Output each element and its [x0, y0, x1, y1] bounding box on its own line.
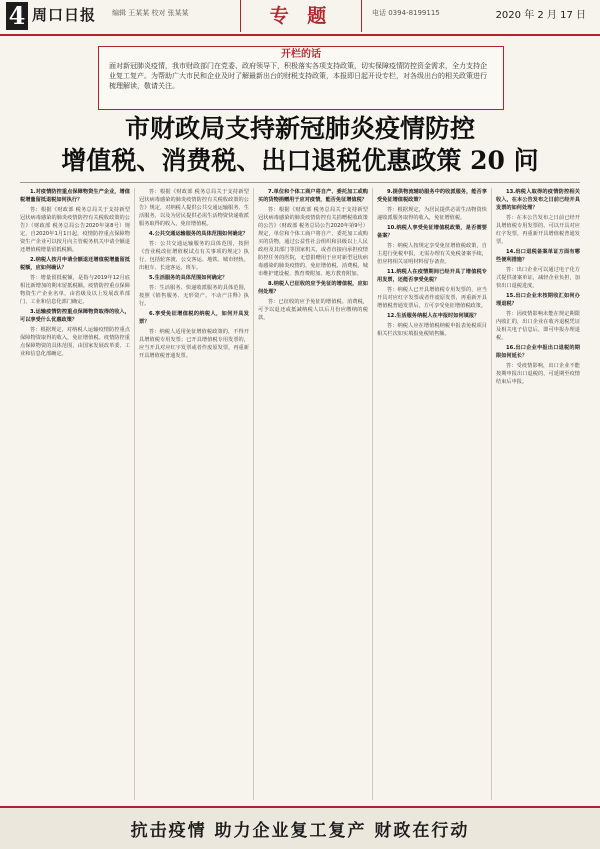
- question-paragraph: 11.纳税人在疫情期间已经开具了增值税专用发票，还能否享受免税？: [377, 269, 487, 283]
- headline-rule: [20, 182, 580, 183]
- answer-paragraph: 答：已征收的应予免征的增值税、消费税，可予以退还或抵减纳税人以后月份应缴纳的税款。: [258, 299, 368, 321]
- question-paragraph: 14.出口退税备案单证方面有哪些便利措施？: [496, 249, 580, 263]
- question-paragraph: 1.对疫情防控重点保障物资生产企业，增值税增量留抵退税如何执行？: [20, 189, 130, 203]
- answer-paragraph: 答：纳税人应在增值税纳税申报表免税项目相关栏次如实填报免税销售额。: [377, 323, 487, 337]
- masthead: [0, 0, 600, 36]
- answer-paragraph: 答：出口企业可以通过电子化方式提供备案单证，减轻企业负担，加快出口退税进度。: [496, 267, 580, 289]
- headline-line-2: 增值税、消费税、出口退税优惠政策 20 问: [61, 146, 539, 175]
- column-divider: [491, 188, 492, 800]
- question-paragraph: 5.生活服务的具体范围如何确定？: [149, 275, 228, 281]
- answer-paragraph: 答：根据《财政部 税务总局关于支持新型冠状病毒感染的肺炎疫情防控有关税收政策的公告》（财政部 税务总局公告2020年第8号）规定，自2020年1月1日起，疫情防控重点保障物资生产企业可以按月向主管税务机关申请全额退还增值税增量留抵税额。: [20, 207, 130, 253]
- answer-paragraph: 答：根据规定，对纳税人运输疫情防控重点保障物资取得的收入，免征增值税。疫情防控重点保障物资的具体范围，由国家发展改革委、工业和信息化部确定。: [20, 327, 130, 357]
- issue-date: 2020 年 2 月 17 日: [495, 10, 586, 21]
- question-paragraph: 2.纳税人按月申请全额退还增值税增量留抵税额，应如何确认？: [20, 257, 130, 271]
- question-paragraph: 9.提供物流辅助服务中的收派服务，能否享受免征增值税政策？: [377, 189, 487, 203]
- question-paragraph: 12.生活服务纳税人在申报时如何填报？: [387, 313, 480, 319]
- answer-paragraph: 答：根据规定，为居民提供必需生活物资快递收派服务取得的收入，免征增值税。: [377, 207, 487, 221]
- answer-paragraph: 答：公共交通运输服务的具体范围，按照《营业税改征增值税试点有关事项的规定》执行，包括轮客渡、公交客运、地铁、城市轻轨、出租车、长途客运、班车。: [139, 241, 249, 271]
- article-column-1: [20, 188, 130, 800]
- question-paragraph: 3.运输疫情防控重点保障物资取得的收入，可以享受什么优惠政策？: [20, 309, 130, 323]
- section-title: 专 题: [240, 0, 362, 32]
- editor-line: 编辑 王某某 校对 张某某: [112, 9, 189, 17]
- question-paragraph: 10.纳税人享受免征增值税政策，是否需要备案？: [377, 225, 487, 239]
- answer-paragraph: 答：受疫情影响，出口企业不能按期申报出口退税的，可延期至疫情结束后申报。: [496, 363, 580, 385]
- preface-text: 面对新冠肺炎疫情，我市财政部门在党委、政府领导下，积极落实各项支持政策，切实保障疫情防控资金需求，全力支持企业复工复产。为帮助广大市民和企业及时了解最新出台的财税支持政策，本报即日起开设专栏，对各级出台的相关政策进行梳理解读，敬请关注。: [109, 62, 487, 90]
- paper-name: 周口日报: [32, 6, 97, 24]
- question-paragraph: 15.出口企业未按期收汇如何办理退税？: [496, 293, 580, 307]
- question-paragraph: 6.享受免征增值税的纳税人，如何开具发票？: [139, 311, 249, 325]
- answer-paragraph: 答：根据《财政部 税务总局关于支持新型冠状病毒感染的肺炎疫情防控有关捐赠税收政策的公告》（财政部 税务总局公告2020年第9号）规定，单位和个体工商户将自产、委托加工或购买的货物，通过公益性社会组织和县级以上人民政府及其部门等国家机关，或者直接向承担疫情防控任务的医院，无偿捐赠用于应对新型冠状病毒感染的肺炎疫情的，免征增值税、消费税、城市维护建设税、教育费附加、地方教育附加。: [258, 207, 368, 277]
- article-column-5: [496, 188, 580, 800]
- column-divider: [134, 188, 135, 800]
- question-paragraph: 16.出口企业申报出口退税的期限如何延长？: [496, 345, 580, 359]
- question-paragraph: 7.单位和个体工商户将自产、委托加工或购买的货物捐赠用于应对疫情，能否免征增值税？: [258, 189, 368, 203]
- column-divider: [253, 188, 254, 800]
- question-paragraph: 13.纳税人取得的疫情防控相关收入，在本公告发布之日前已经开具发票的如何处理？: [496, 189, 580, 211]
- page-number: 4: [6, 2, 28, 30]
- headline-line-1: 市财政局支持新冠肺炎疫情防控: [124, 114, 475, 143]
- question-paragraph: 4.公共交通运输服务的具体范围如何确定？: [149, 231, 248, 237]
- answer-paragraph: 答：在本公告发布之日前已经开具增值税专用发票的，可以开具对应红字发票，再重新开具增值税普通发票。: [496, 215, 580, 245]
- answer-paragraph: 答：因疫情影响未能在规定期限内收汇的，出口企业在收齐退税凭证及相关电子信息后，即可申报办理退税。: [496, 311, 580, 341]
- article-column-4: [377, 188, 487, 800]
- question-paragraph: 8.纳税人已征收的应予免征的增值税，应如何处理？: [258, 281, 368, 295]
- article-column-2: [139, 188, 249, 800]
- answer-paragraph: 答：纳税人按规定享受免征增值税政策，自主进行免税申报，无需办理有关免税备案手续，但应将相关证明材料留存备查。: [377, 243, 487, 265]
- bottom-banner-text: 抗击疫情 助力企业复工复产 财政在行动: [130, 821, 470, 841]
- answer-paragraph: 答：生活服务、快递收派服务的具体范围，按照《销售服务、无形资产、不动产注释》执行。: [139, 285, 249, 307]
- answer-paragraph: 答：增量留抵税额，是指与2019年12月底相比新增加的期末留抵税额。疫情防控重点保障物资生产企业名单，由省级及以上发展改革部门、工业和信息化部门确定。: [20, 275, 130, 305]
- preface-box: [98, 46, 504, 110]
- preface-title: 开栏的话: [281, 49, 321, 60]
- bottom-banner: [0, 806, 600, 849]
- answer-paragraph: 答：根据《财政部 税务总局关于支持新型冠状病毒感染的肺炎疫情防控有关税收政策的公告》规定，对纳税人提供公共交通运输服务、生活服务，以及为居民提供必需生活物资快递收派服务取得的收入，免征增值税。: [139, 189, 249, 227]
- contact-line: 电话 0394-8199115: [372, 9, 440, 17]
- article-column-3: [258, 188, 368, 800]
- answer-paragraph: 答：纳税人适用免征增值税政策的，不得开具增值税专用发票；已开具增值税专用发票的，应当开具对应红字发票或者作废原发票，再重新开具增值税普通发票。: [139, 329, 249, 359]
- answer-paragraph: 答：纳税人已开具增值税专用发票的，应当开具对应红字发票或者作废原发票，再重新开具增值税普通发票后，方可享受免征增值税政策。: [377, 287, 487, 309]
- column-divider: [372, 188, 373, 800]
